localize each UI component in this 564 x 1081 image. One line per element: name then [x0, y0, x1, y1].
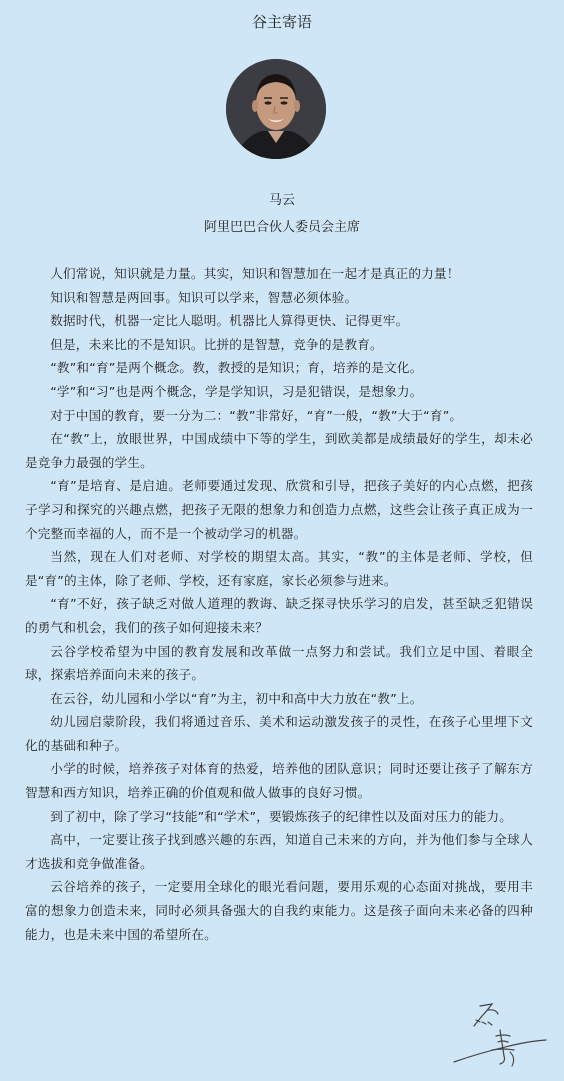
author-name: 马云 — [268, 193, 295, 208]
author-role: 阿里巴巴合伙人委员会主席 — [203, 220, 360, 235]
paragraph: 知识和智慧是两回事。知识可以学来，智慧必须体验。 — [50, 289, 358, 305]
message-body — [25, 262, 533, 946]
paragraph: 对于中国的教育，要一分为二：“教”非常好，“育”一般，“教”大于“育”。 — [50, 407, 463, 423]
paragraph: 云谷培养的孩子，一定要用全球化的眼光看问题，要用乐观的心态面对挑战，要用丰富的想象力创造未来，同时必须具备强大的自我约束能力。这是孩子面向未来必备的四种能力，也是未来中国的希望所在。 — [25, 879, 533, 942]
avatar — [226, 59, 326, 159]
paragraph: 在云谷，幼儿园和小学以“育”为主，初中和高中大力放在“教”上。 — [50, 690, 423, 706]
paragraph: 云谷学校希望为中国的教育发展和改革做一点努力和尝试。我们立足中国、着眼全球，探索培养面向未来的孩子。 — [25, 643, 533, 683]
paragraph: 到了初中，除了学习“技能”和“学术”，要锻炼孩子的纪律性以及面对压力的能力。 — [50, 808, 513, 824]
paragraph: 高中，一定要让孩子找到感兴趣的东西，知道自己未来的方向，并为他们参与全球人才选拔和竞争做准备。 — [25, 832, 533, 871]
paragraph: 幼儿园启蒙阶段，我们将通过音乐、美术和运动激发孩子的灵性，在孩子心里埋下文化的基础和种子。 — [25, 714, 533, 753]
paragraph: 当然，现在人们对老师、对学校的期望太高。其实，“教”的主体是老师、学校，但是“育”的主体，除了老师、学校，还有家庭，家长必须参与进来。 — [25, 549, 533, 588]
paragraph: 但是，未来比的不是知识。比拼的是智慧，竞争的是教育。 — [50, 336, 383, 352]
page-title: 谷主寄语 — [251, 13, 312, 31]
paragraph: 在“教”上，放眼世界，中国成绩中下等的学生，到欧美都是成绩最好的学生，却未必是竞争力最强的学生。 — [25, 431, 533, 470]
paragraph: “育”不好，孩子缺乏对做人道理的教诲、缺乏探寻快乐学习的启发，甚至缺乏犯错误的勇气和机会，我们的孩子如何迎接未来？ — [25, 596, 533, 635]
paragraph: 小学的时候，培养孩子对体育的热爱，培养他的团队意识；同时还要让孩子了解东方智慧和西方知识，培养正确的价值观和做人做事的良好习惯。 — [25, 761, 533, 801]
paragraph: 数据时代，机器一定比人聪明。机器比人算得更快、记得更牢。 — [50, 313, 409, 329]
paragraph: “学”和“习”也是两个概念，学是学知识，习是犯错误，是想象力。 — [50, 383, 423, 399]
paragraph: 人们常说，知识就是力量。其实，知识和智慧加在一起才是真正的力量！ — [50, 266, 460, 281]
paragraph: “育”是培育、是启迪。老师要通过发现、欣赏和引导，把孩子美好的内心点燃，把孩子学习和探究的兴趣点燃，把孩子无限的想象力和创造力点燃，这些会让孩子真正成为一个完整而幸福的人，而不是一个被动学习的机器。 — [25, 478, 533, 541]
signature — [452, 1000, 548, 1070]
paragraph: “教”和“育”是两个概念。教，教授的是知识；育，培养的是文化。 — [50, 360, 423, 376]
